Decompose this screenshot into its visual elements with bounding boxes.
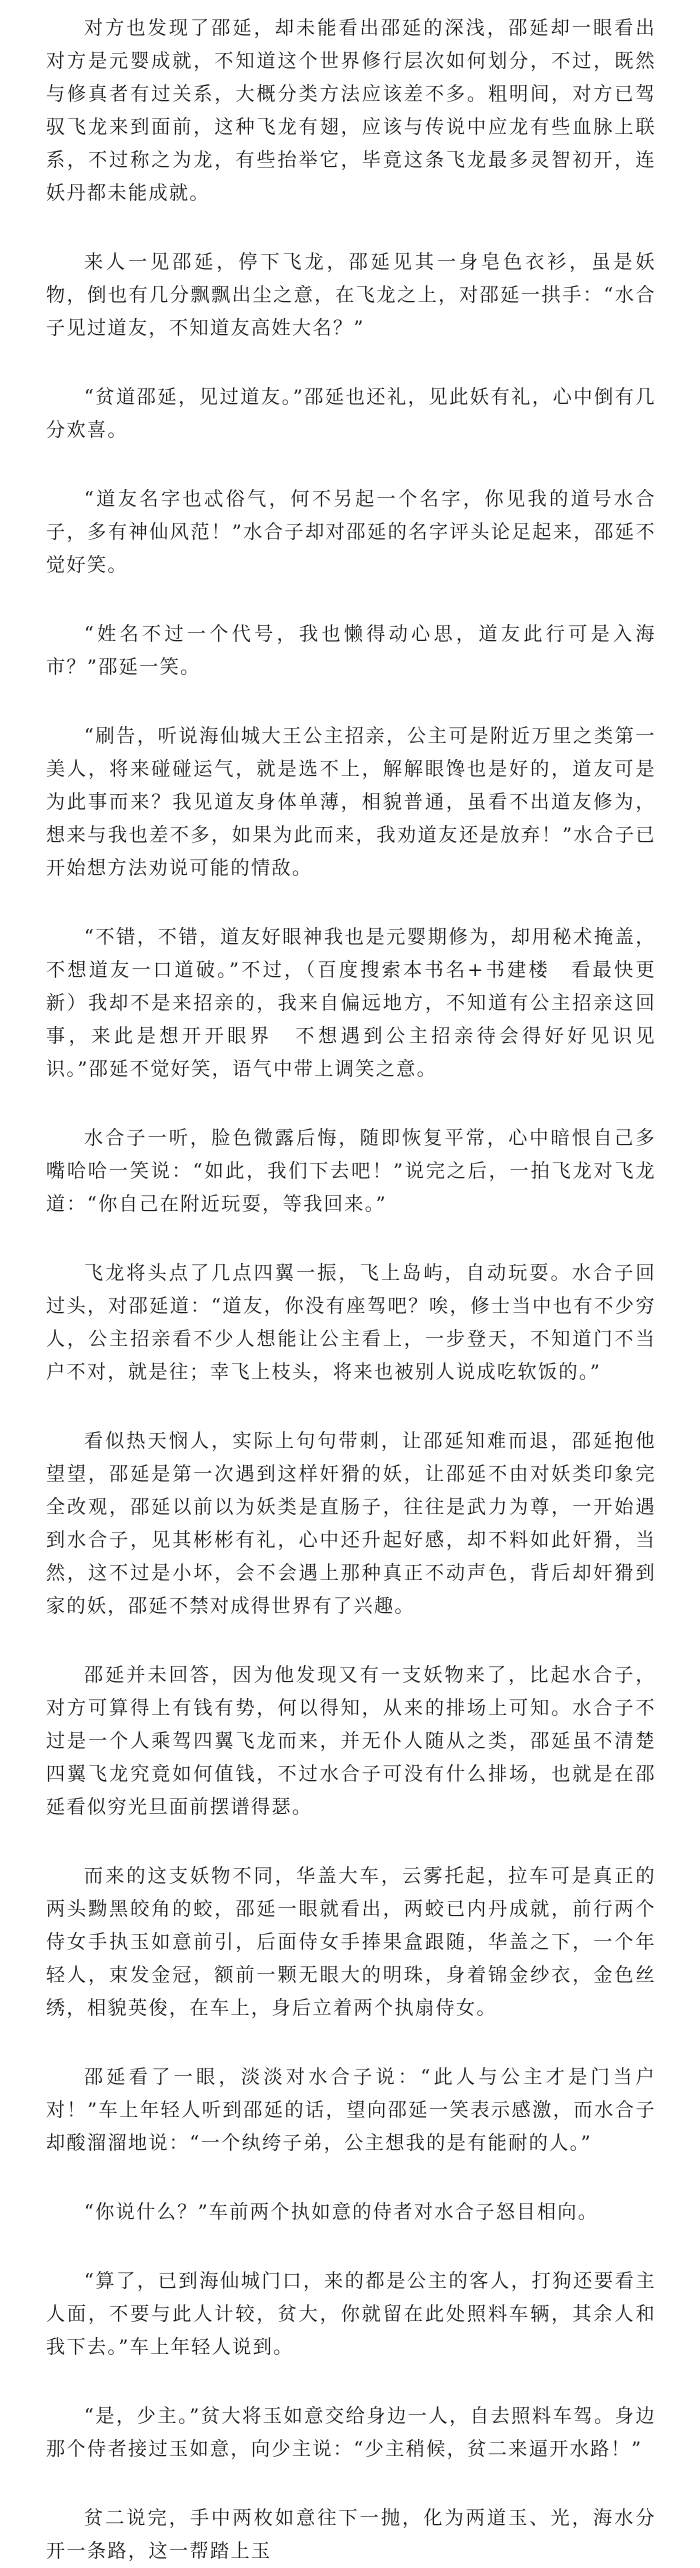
paragraph: 对方也发现了邵延，却未能看出邵延的深浅，邵延却一眼看出对方是元婴成就，不知道这个世界修行层次如何划分，不过，既然与修真者有过关系，大概分类方法应该差不多。粗明间，对方已驾驭飞龙来到面前，这种飞龙有翅，应该与传说中应龙有些血脉上联系，不过称之为龙，有些抬举它，毕竟这条飞龙最多灵智初开，连妖丹都未能成就。 bbox=[46, 17, 656, 204]
paragraph: 飞龙将头点了几点四翼一振，飞上岛屿，自动玩耍。水合子回过头，对邵延道：“道友，你没有座驾吧？唉，修士当中也有不少穷人，公主招亲看不少人想能让公主看上，一步登天，不知道门不当户不对，就是往；幸飞上枝头，将来也被别人说成吃软饭的。” bbox=[46, 1262, 656, 1383]
paragraph: 贫二说完，手中两枚如意往下一抛，化为两道玉、光，海水分开一条路，这一帮踏上玉 bbox=[46, 2507, 656, 2562]
paragraph: 邵延看了一眼，淡淡对水合子说：“此人与公主才是门当户对！”车上年轻人听到邵延的话，望向邵延一笑表示感激，而水合子却酸溜溜地说：“一个纨绔子弟，公主想我的是有能耐的人。” bbox=[46, 2066, 656, 2154]
paragraph: “不错，不错，道友好眼神我也是元婴期修为，却用秘术掩盖，不想道友一口道破。”不过，（百度搜索本书名+书建楼 看最快更新）我却不是来招亲的，我来自偏远地方，不知道有公主招亲这回事，来此是想开开眼界 不想遇到公主招亲待会得好好见识见识。”邵延不觉好笑，语气中带上调笑之意。 bbox=[46, 926, 656, 1080]
paragraph: “算了，已到海仙城门口，来的都是公主的客人，打狗还要看主人面，不要与此人计较，贫大，你就留在此处照料车辆，其余人和我下去。”车上年轻人说到。 bbox=[46, 2270, 656, 2358]
paragraph: 水合子一听，脸色微露后悔，随即恢复平常，心中暗恨自己多嘴哈哈一笑说：“如此，我们下去吧！”说完之后，一拍飞龙对飞龙道：“你自己在附近玩耍，等我回来。” bbox=[46, 1127, 656, 1215]
paragraph: 而来的这支妖物不同，华盖大车，云雾托起，拉车可是真正的两头黝黑皎角的蛟，邵延一眼就看出，两蛟已内丹成就，前行两个侍女手执玉如意前引，后面侍女手捧果盒跟随，华盖之下，一个年轻人，束发金冠，额前一颗无眼大的明珠，身着锦金纱衣，金色丝绣，相貌英俊，在车上，身后立着两个执扇侍女。 bbox=[46, 1865, 656, 2019]
paragraph: “刷告，听说海仙城大王公主招亲，公主可是附近万里之类第一美人，将来碰碰运气，就是选不上，解解眼馋也是好的，道友可是为此事而来？我见道友身体单薄，相貌普通，虽看不出道友修为，想来与我也差不多，如果为此而来，我劝道友还是放弃！”水合子已开始想方法劝说可能的情敌。 bbox=[46, 725, 656, 879]
paragraph: “是，少主。”贫大将玉如意交给身边一人，自去照料车驾。身边那个侍者接过玉如意，向少主说：“少主稍候，贫二来逼开水路！” bbox=[46, 2405, 656, 2460]
paragraph: “你说什么？”车前两个执如意的侍者对水合子怒目相向。 bbox=[84, 2201, 599, 2223]
paragraph: “贫道邵延，见过道友。”邵延也还礼，见此妖有礼，心中倒有几分欢喜。 bbox=[46, 386, 656, 441]
paragraph: 来人一见邵延，停下飞龙，邵延见其一身皂色衣衫，虽是妖物，倒也有几分飘飘出尘之意，在飞龙之上，对邵延一拱手：“水合子见过道友，不知道友高姓大名？” bbox=[46, 251, 656, 339]
paragraph: “道友名字也忒俗气，何不另起一个名字，你见我的道号水合子，多有神仙风范！”水合子却对邵延的名字评头论足起来，邵延不觉好笑。 bbox=[46, 488, 656, 576]
paragraph: “姓名不过一个代号，我也懒得动心思，道友此行可是入海市？”邵延一笑。 bbox=[46, 623, 656, 678]
paragraph: 看似热天悯人，实际上句句带刺，让邵延知难而退，邵延抱他望望，邵延是第一次遇到这样奸猾的妖，让邵延不由对妖类印象完全改观，邵延以前以为妖类是直肠子，往往是武力为尊，一开始遇到水合子，见其彬彬有礼，心中还升起好感，却不料如此奸猾，当然，这不过是小坏，会不会遇上那种真正不动声色，背后却奸猾到家的妖，邵延不禁对成得世界有了兴趣。 bbox=[46, 1430, 656, 1617]
paragraph: 邵延并未回答，因为他发现又有一支妖物来了，比起水合子，对方可算得上有钱有势，何以得知，从来的排场上可知。水合子不过是一个人乘驾四翼飞龙而来，并无仆人随从之类，邵延虽不清楚四翼飞龙究竟如何值钱，不过水合子可没有什么排场，也就是在邵延看似穷光旦面前摆谱得瑟。 bbox=[46, 1664, 656, 1818]
